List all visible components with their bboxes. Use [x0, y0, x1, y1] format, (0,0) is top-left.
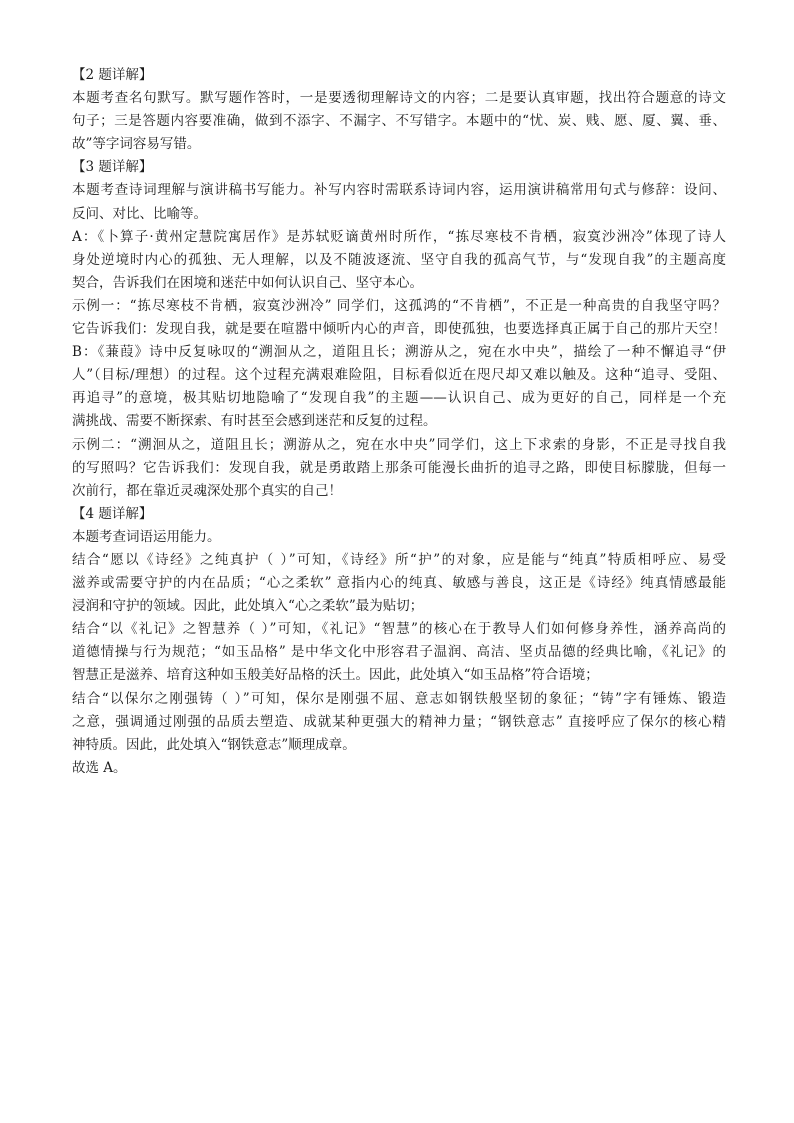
example-line: 它告诉我们：发现自我，就是要在喧嚣中倾听内心的声音，即使孤独，也要选择真正属于自己的那片天空！ [72, 321, 726, 338]
paragraph-line: 智慧正是滋养、培育这种如玉般美好品格的沃土。因此，此处填入“如玉品格”符合语境； [72, 667, 599, 684]
paragraph-line: 结合“以《礼记》之智慧养（ ）”可知，《礼记》“智慧”的核心在于教导人们如何修身养性，涵养高尚的 [72, 621, 726, 638]
paragraph-line: 滋养或需要守护的内在品质；“心之柔软” 意指内心的纯真、敏感与善良，这正是《诗经》纯真情感最能 [72, 575, 726, 592]
paragraph-line: 契合，告诉我们在困境和迷茫中如何认识自己、坚守本心。 [72, 274, 423, 291]
paragraph-line: 神特质。因此，此处填入“钢铁意志”顺理成章。 [72, 736, 356, 753]
paragraph-line: 本题考查词语运用能力。 [72, 528, 221, 545]
example-line: 示例一：“拣尽寒枝不肯栖，寂寞沙洲冷” 同学们，这孤鸿的“不肯栖”，不正是一种高贵的自我坚守吗？ [72, 297, 726, 314]
paragraph-line: 本题考查诗词理解与演讲稿书写能力。补写内容时需联系诗词内容，运用演讲稿常用句式与修辞：设问、 [72, 182, 726, 199]
paragraph-line: 再追寻”的意境，极其贴切地隐喻了“发现自我”的主题——认识自己、成为更好的自己，同样是一个充 [72, 390, 726, 407]
section-heading-q3: 【3 题详解】 [72, 159, 153, 176]
paragraph-line: 结合“愿以《诗经》之纯真护（ ）”可知，《诗经》所“护”的对象，应是能与“纯真”特质相呼应、易受 [72, 551, 726, 568]
paragraph-line: 身处逆境时内心的孤独、无人理解，以及不随波逐流、坚守自我的孤高气节，与“发现自我”的主题高度 [72, 251, 726, 268]
paragraph-line: B：《蒹葭》诗中反复咏叹的“溯洄从之，道阻且长；溯游从之，宛在水中央”，描绘了一种不懈追寻“伊 [72, 344, 726, 361]
answer-line: 故选 A。 [72, 759, 127, 776]
paragraph-line: 结合“以保尔之刚强铸（ ）”可知，保尔是刚强不屈、意志如钢铁般坚韧的象征；“铸”字有锤炼、锻造 [72, 690, 726, 707]
section-heading-q2: 【2 题详解】 [72, 67, 153, 83]
paragraph-line: 之意，强调通过刚强的品质去塑造、成就某种更强大的精神力量；“钢铁意志” 直接呼应了保尔的核心精 [72, 713, 726, 730]
paragraph-line: 满挑战、需要不断探索、有时甚至会感到迷茫和反复的过程。 [72, 413, 437, 430]
paragraph-line: 故”等字词容易写错。 [72, 136, 201, 153]
paragraph-line: 人”（目标/理想）的过程。这个过程充满艰难险阻，目标看似近在咫尺却又难以触及。这种“追寻、受阻、 [72, 367, 726, 384]
section-heading-q4: 【4 题详解】 [72, 505, 153, 522]
example-line: 次前行，都在靠近灵魂深处那个真实的自己！ [72, 482, 342, 499]
paragraph-line: A：《卜算子·黄州定慧院寓居作》是苏轼贬谪黄州时所作，“拣尽寒枝不肯栖，寂寞沙洲冷”体现了诗人 [72, 228, 726, 245]
paragraph-line: 道德情操与行为规范；“如玉品格” 是中华文化中形容君子温润、高洁、坚贞品德的经典比喻，《礼记》的 [72, 644, 726, 661]
document-page [72, 64, 726, 780]
example-line: 示例二：“溯洄从之，道阻且长；溯游从之，宛在水中央”同学们，这上下求索的身影，不正是寻找自我 [72, 436, 726, 453]
paragraph-line: 浸润和守护的领域。因此，此处填入“心之柔软”最为贴切； [72, 598, 424, 615]
paragraph-line: 本题考查名句默写。默写题作答时，一是要透彻理解诗文的内容；二是要认真审题，找出符合题意的诗文 [72, 90, 726, 107]
example-line: 的写照吗？它告诉我们：发现自我，就是勇敢踏上那条可能漫长曲折的追寻之路，即使目标朦胧，但每一 [72, 459, 726, 476]
paragraph-line: 反问、对比、比喻等。 [72, 205, 207, 222]
paragraph-line: 句子；三是答题内容要准确，做到不添字、不漏字、不写错字。本题中的“忧、炭、贱、愿、厦、翼、垂、 [72, 113, 726, 130]
